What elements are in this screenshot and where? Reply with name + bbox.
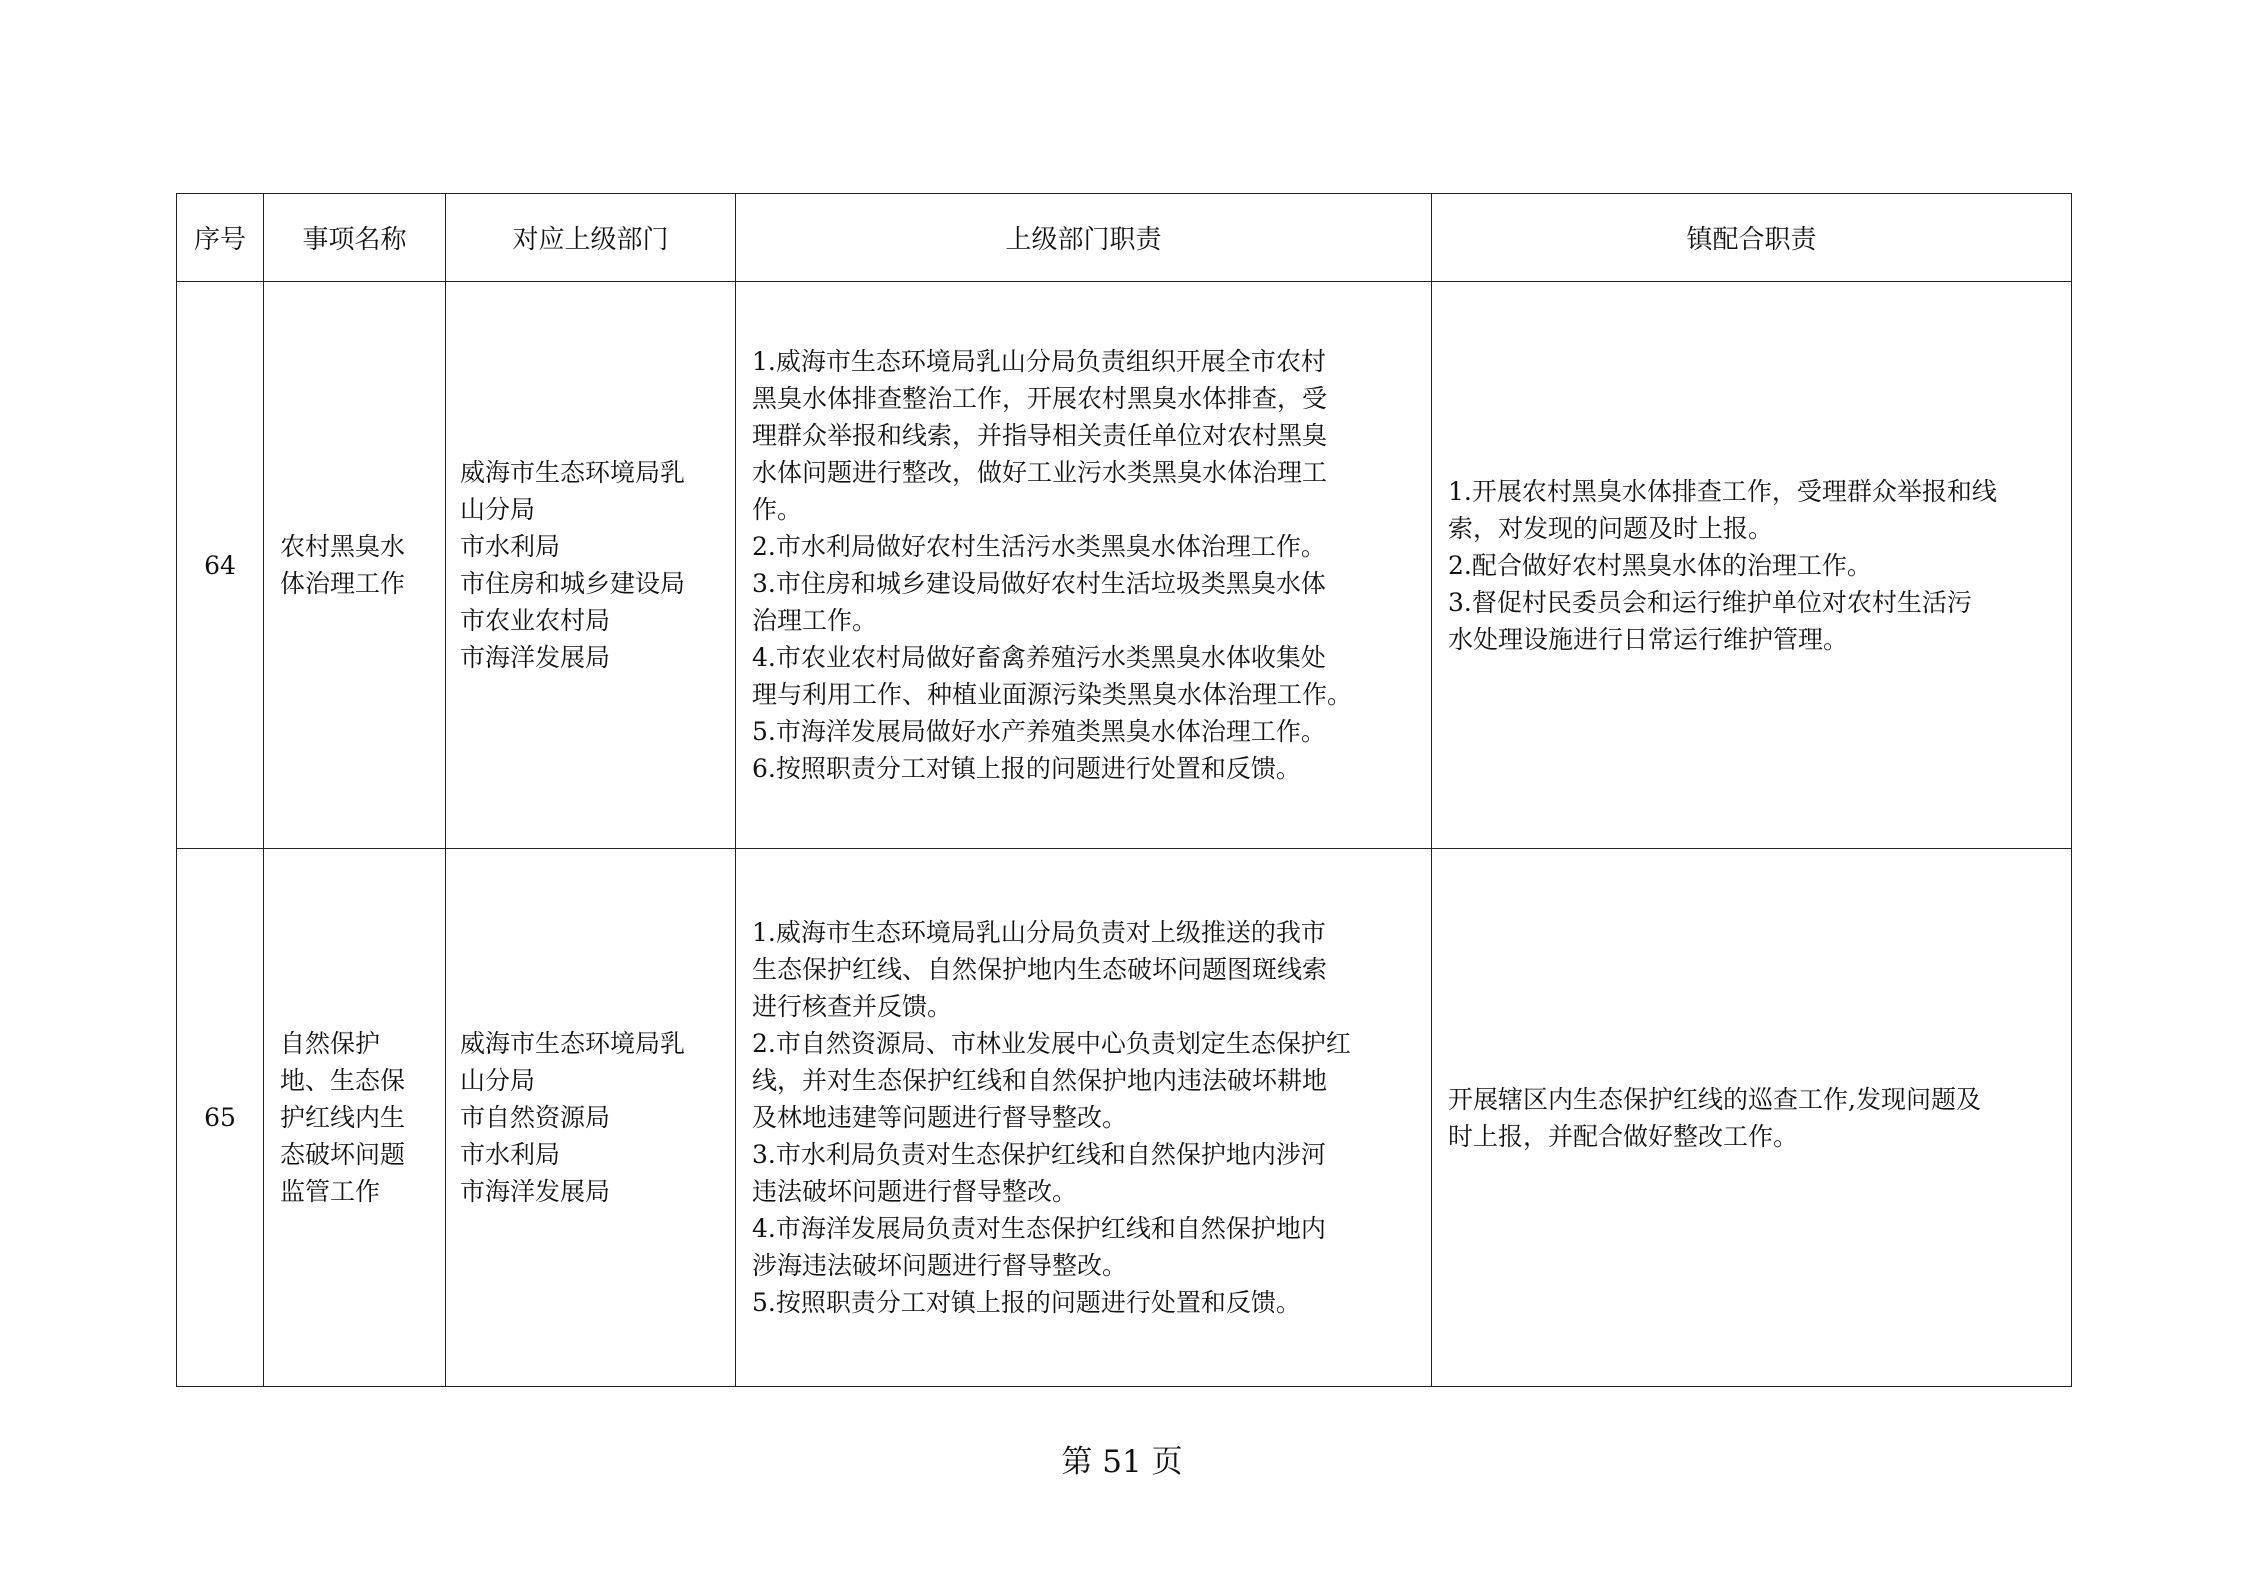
dept-line: 市水利局 <box>460 1140 561 1169</box>
town-duty-cell <box>1432 849 2072 1387</box>
town-duty-line: 开展辖区内生态保护红线的巡查工作,发现问题及 <box>1448 1084 1981 1114</box>
duty-line: 治理工作。 <box>752 606 878 635</box>
row-number: 65 <box>177 849 264 1387</box>
dept-line: 市住房和城乡建设局 <box>460 569 686 598</box>
duty-line: 理与利用工作、种植业面源污染类黑臭水体治理工作。 <box>752 680 1353 709</box>
duty-line: 3.市住房和城乡建设局做好农村生活垃圾类黑臭水体 <box>752 569 1326 598</box>
superior-duty-cell <box>736 282 1432 849</box>
town-duty-line: 2.配合做好农村黑臭水体的治理工作。 <box>1448 550 1872 580</box>
duty-line: 违法破坏问题进行督导整改。 <box>752 1177 1078 1206</box>
item-name-line: 地、生态保 <box>280 1066 406 1095</box>
duty-table <box>176 193 2072 1387</box>
duty-line: 4.市海洋发展局负责对生态保护红线和自然保护地内 <box>752 1214 1326 1243</box>
town-duty-line: 1.开展农村黑臭水体排查工作，受理群众举报和线 <box>1448 476 1997 506</box>
item-name-line: 自然保护 <box>280 1029 381 1058</box>
town-duty-cell <box>1432 282 2072 849</box>
dept-line: 市海洋发展局 <box>460 643 611 672</box>
table-row <box>177 849 2072 1387</box>
duty-line: 5.市海洋发展局做好水产养殖类黑臭水体治理工作。 <box>752 717 1326 746</box>
duty-line: 线，并对生态保护红线和自然保护地内违法破坏耕地 <box>752 1066 1328 1095</box>
dept-line: 山分局 <box>460 495 536 524</box>
duty-line: 黑臭水体排查整治工作，开展农村黑臭水体排查，受 <box>752 384 1328 413</box>
table-header-row <box>177 194 2072 282</box>
dept-line: 市自然资源局 <box>460 1103 611 1132</box>
dept-line: 威海市生态环境局乳 <box>460 458 686 487</box>
item-name-cell <box>264 849 446 1387</box>
duty-line: 3.市水利局负责对生态保护红线和自然保护地内涉河 <box>752 1140 1326 1169</box>
item-name-line: 监管工作 <box>280 1177 381 1206</box>
header-town-duty: 镇配合职责 <box>1432 194 2072 282</box>
page-number: 第 51 页 <box>1061 1444 1183 1480</box>
dept-line: 山分局 <box>460 1066 536 1095</box>
header-superior-dept: 对应上级部门 <box>446 194 736 282</box>
duty-line: 2.市自然资源局、市林业发展中心负责划定生态保护红 <box>752 1029 1351 1058</box>
table-row <box>177 282 2072 849</box>
duty-line: 5.按照职责分工对镇上报的问题进行处置和反馈。 <box>752 1288 1301 1317</box>
town-duty-line: 索，对发现的问题及时上报。 <box>1448 513 1774 543</box>
duty-line: 4.市农业农村局做好畜禽养殖污水类黑臭水体收集处 <box>752 643 1326 672</box>
item-name-cell <box>264 282 446 849</box>
duty-line: 进行核查并反馈。 <box>752 992 953 1021</box>
row-number: 64 <box>177 282 264 849</box>
dept-line: 威海市生态环境局乳 <box>460 1029 686 1058</box>
duty-line: 1.威海市生态环境局乳山分局负责组织开展全市农村 <box>752 347 1326 376</box>
superior-duty-cell <box>736 849 1432 1387</box>
duty-line: 水体问题进行整改，做好工业污水类黑臭水体治理工 <box>752 458 1328 487</box>
duty-line: 涉海违法破坏问题进行督导整改。 <box>752 1251 1128 1280</box>
dept-line: 市农业农村局 <box>460 606 611 635</box>
dept-line: 市水利局 <box>460 532 561 561</box>
duty-line: 1.威海市生态环境局乳山分局负责对上级推送的我市 <box>752 918 1326 947</box>
duty-line: 作。 <box>752 495 803 524</box>
item-name-line: 农村黑臭水 <box>280 532 406 561</box>
item-name-line: 护红线内生 <box>280 1103 406 1132</box>
item-name-line: 体治理工作 <box>280 569 406 598</box>
dept-line: 市海洋发展局 <box>460 1177 611 1206</box>
header-no: 序号 <box>177 194 264 282</box>
duty-line: 6.按照职责分工对镇上报的问题进行处置和反馈。 <box>752 754 1301 783</box>
header-superior-duty: 上级部门职责 <box>736 194 1432 282</box>
town-duty-line: 时上报，并配合做好整改工作。 <box>1448 1121 1799 1151</box>
duty-line: 及林地违建等问题进行督导整改。 <box>752 1103 1128 1132</box>
superior-dept-cell <box>446 282 736 849</box>
duty-line: 理群众举报和线索，并指导相关责任单位对农村黑臭 <box>752 421 1328 450</box>
duty-line: 生态保护红线、自然保护地内生态破坏问题图斑线索 <box>752 955 1328 984</box>
item-name-line: 态破坏问题 <box>280 1140 406 1169</box>
town-duty-line: 3.督促村民委员会和运行维护单位对农村生活污 <box>1448 587 1972 617</box>
duty-line: 2.市水利局做好农村生活污水类黑臭水体治理工作。 <box>752 532 1326 561</box>
header-item-name: 事项名称 <box>264 194 446 282</box>
town-duty-line: 水处理设施进行日常运行维护管理。 <box>1448 624 1849 654</box>
superior-dept-cell <box>446 849 736 1387</box>
